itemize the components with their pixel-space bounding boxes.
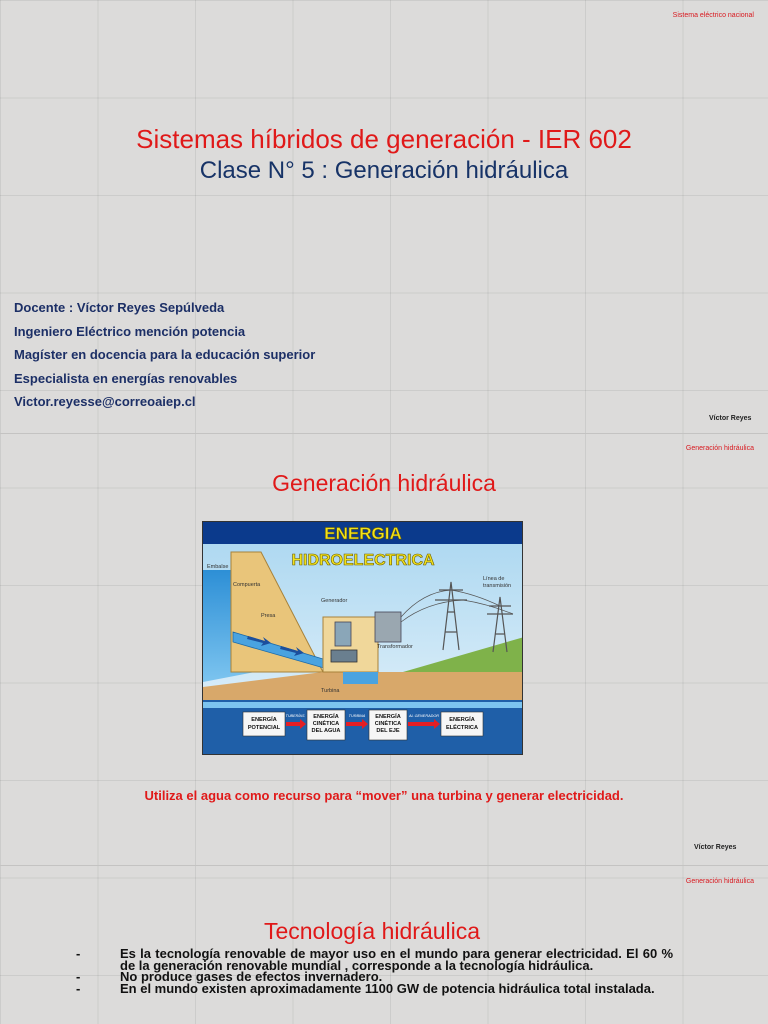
label-turbina: Turbina (321, 688, 340, 694)
flow-box-water-line3: DEL AGUA (311, 728, 341, 734)
hydroelectric-diagram (202, 521, 523, 755)
bullet-marker: - (76, 969, 81, 984)
label-compuerta: Compuerta (233, 582, 261, 588)
class-subtitle: Clase N° 5 : Generación hidráulica (199, 157, 569, 184)
generator-icon (335, 622, 351, 646)
label-transformador: Transformador (377, 644, 413, 650)
bullet-marker: - (76, 946, 81, 961)
label-embalse: Embalse (207, 564, 229, 570)
instructor-degree: Ingeniero Eléctrico mención potencia (14, 323, 246, 339)
diagram-title-line1: ENERGIA (324, 524, 402, 543)
bullet-text: En el mundo existen aproximadamente 1100 GW de potencia hidráulica total instalada. (120, 980, 655, 996)
bullet-text: No produce gases de efectos invernadero. (120, 969, 383, 984)
slide-hydro-generation (0, 435, 768, 865)
turbine-icon (331, 650, 357, 662)
slide-title (0, 0, 768, 433)
flow-box-potential-line2: POTENCIAL (247, 725, 281, 731)
diagram-title-line2: HIDROELECTRICA (291, 552, 435, 569)
flow-box-shaft-line3: DEL EJE (376, 728, 400, 734)
label-linea-2: transmisión (483, 583, 512, 589)
slide1-corner-tag: Sistema eléctrico nacional (672, 12, 754, 19)
instructor-email[interactable]: Victor.reyesse@correoaiep.cl (14, 394, 196, 409)
list-item (70, 948, 673, 971)
slide3-corner-tag: Generación hidráulica (685, 878, 754, 885)
flow-arrow-label-1: TUBERÍAS (285, 714, 305, 718)
bullet-list (70, 948, 673, 994)
flow-box-potential (243, 712, 285, 736)
slide2-footer: Víctor Reyes (694, 844, 737, 851)
instructor-specialty: Especialista en energías renovables (14, 370, 238, 386)
slide-separator (0, 433, 768, 434)
transformer-icon (375, 612, 401, 642)
slide3-heading: Tecnología hidráulica (263, 918, 481, 944)
flow-box-potential-line1: ENERGÍA (251, 717, 277, 723)
flow-box-electric (441, 712, 483, 736)
flow-box-electric-line1: ENERGÍA (449, 717, 475, 723)
slide1-footer: Víctor Reyes (709, 415, 752, 422)
hydro-illustration (203, 522, 523, 755)
tailrace (343, 672, 378, 684)
flow-box-water-line1: ENERGÍA (313, 714, 339, 720)
list-item (70, 980, 673, 996)
slide2-corner-tag: Generación hidráulica (685, 445, 754, 452)
slide2-heading: Generación hidráulica (272, 470, 496, 496)
flow-box-shaft-line1: ENERGÍA (375, 714, 401, 720)
instructor-name: Docente : Víctor Reyes Sepúlveda (14, 300, 225, 315)
bullet-text: Es la tecnología renovable de mayor uso en el mundo para generar electricidad. El 60 % de la generación renovable mundial , corresponde a la tecnología hidráulica. (120, 946, 673, 973)
slide-hydro-technology (0, 866, 768, 1024)
bullet-marker: - (76, 980, 81, 996)
flow-box-shaft-line2: CINÉTICA (374, 721, 402, 727)
flow-box-electric-line2: ELÉCTRICA (445, 725, 479, 731)
instructor-info (14, 296, 315, 414)
label-presa: Presa (261, 613, 276, 619)
label-linea: Línea de (483, 576, 505, 582)
flow-arrow-label-2: TURBINA (348, 714, 366, 718)
label-generador: Generador (321, 598, 348, 604)
course-title: Sistemas híbridos de generación - IER 602 (136, 124, 632, 154)
flow-box-water-line2: CINÉTICA (312, 721, 340, 727)
slide2-caption: Utiliza el agua como recurso para “mover” una turbina y generar electricidad. (144, 788, 624, 803)
instructor-masters: Magíster en docencia para la educación superior (14, 347, 316, 362)
flow-arrow-label-3: AL GENERADOR (408, 714, 440, 718)
